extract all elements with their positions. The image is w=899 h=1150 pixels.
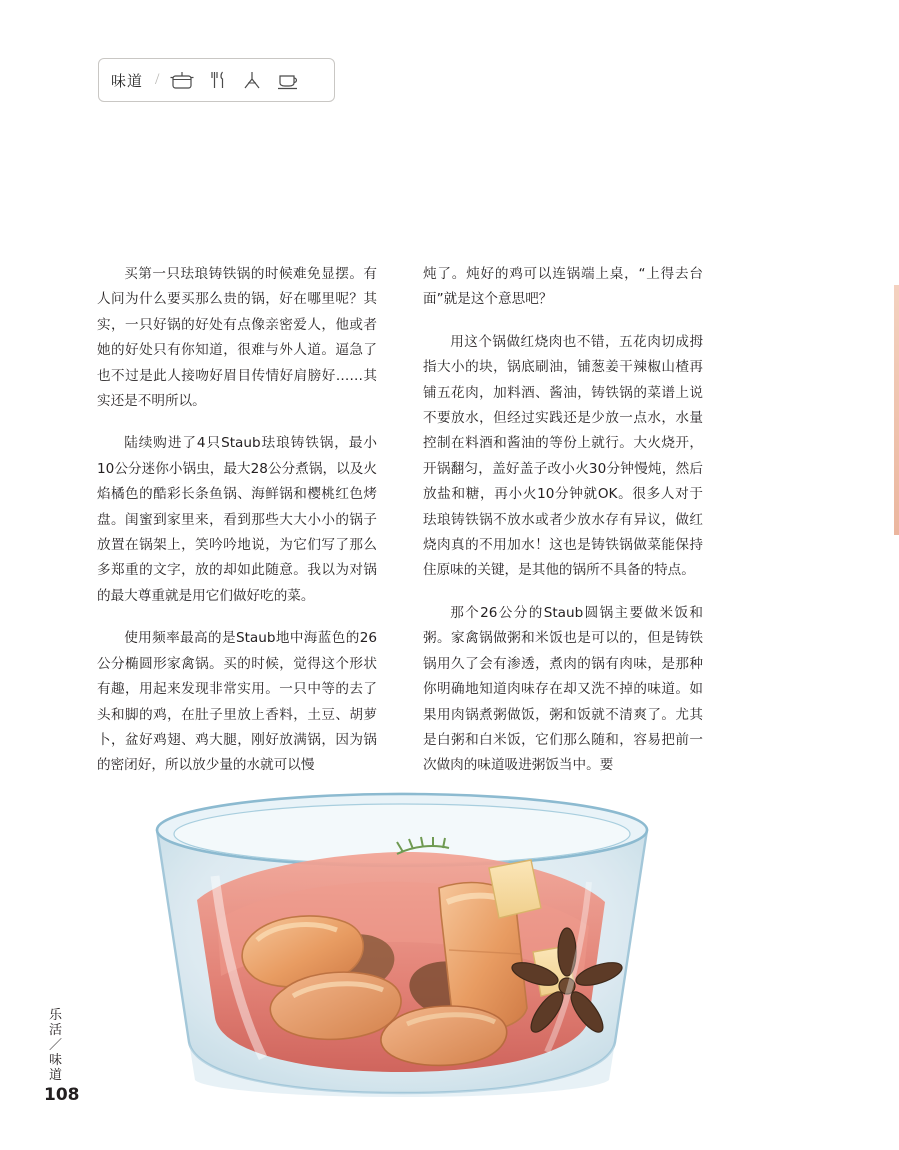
paragraph: 用这个锅做红烧肉也不错，五花肉切成拇指大小的块，锅底刷油，铺葱姜干辣椒山楂再铺五花肉，加料酒、酱油，铸铁锅的菜谱上说不要放水，但经过实践还是少放一点水，水量控制在料酒和酱油的等份上就行。大火烧开，开锅翻匀，盖好盖子改小火30分钟慢炖，然后放盐和糖，再小火10分钟就OK。很多人对于珐琅铸铁锅不放水或者少放水存有异议，做红烧肉真的不用加水！这也是铸铁锅做菜能保持住原味的关键，是其他的锅所不具备的特点。 [423,333,703,579]
paragraph: 陆续购进了4只Staub珐琅铸铁锅，最小10公分迷你小锅虫，最大28公分煮锅，以及火焰橘色的酷彩长条鱼锅、海鲜锅和樱桃红色烤盘。闺蜜到家里来，看到那些大大小小的锅子放置在锅架上，笑吟吟地说，为它们写了那么多郑重的文字，放的却如此随意。我以为对锅的最大尊重就是用它们做好吃的菜。 [97,435,377,604]
article-column-right [423,262,703,796]
cup-saucer-icon [275,69,301,91]
fork-knife-icon [207,69,229,91]
paragraph: 使用频率最高的是Staub地中海蓝色的26公分椭圆形家禽锅。买的时候，觉得这个形状有趣，用起来发现非常实用。一只中等的去了头和脚的鸡，在肚子里放上香料，土豆、胡萝卜，盆好鸡翅、鸡大腿，刚好放满锅，因为锅的密闭好，所以放少量的水就可以慢 [97,630,377,774]
article-column-left [97,262,377,796]
watercolor-bowl-svg [97,790,703,1100]
header-icon-group [169,69,301,91]
illustration-watercolor-dish [97,790,703,1100]
pot-icon [169,69,195,91]
fatty-block [489,860,541,918]
paragraph: 那个26公分的Staub圆锅主要做米饭和粥。家禽锅做粥和米饭也是可以的，但是铸铁锅用久了会有渗透，煮肉的锅有肉味，是那种你明确地知道肉味存在却又洗不掉的味道。如果用肉锅煮粥做饭，粥和饭就不清爽了。尤其是白粥和白米饭，它们那么随和，容易把前一次做肉的味道吸进粥饭当中。要 [423,604,703,774]
header-category-label: 味道 [111,71,144,90]
header-category-badge [98,58,335,102]
page-number: 108 [44,1085,80,1105]
header-separator: / [155,71,160,88]
page-edge-mark [894,285,899,535]
paragraph: 买第一只珐琅铸铁锅的时候难免显摆。有人问为什么要买那么贵的锅，好在哪里呢？其实，一只好锅的好处有点像亲密爱人，他或者她的好处只有你知道，很难与外人道。逼急了也不过是此人接吻好眉目传情好肩膀好……其实还是不明所以。 [97,266,377,410]
article-body [97,262,703,796]
paragraph: 炖了。炖好的鸡可以连锅端上桌，“上得去台面”就是这个意思吧？ [423,266,703,308]
whisk-icon [241,69,263,91]
footer-section-label: 乐活／味道 [48,1008,63,1083]
